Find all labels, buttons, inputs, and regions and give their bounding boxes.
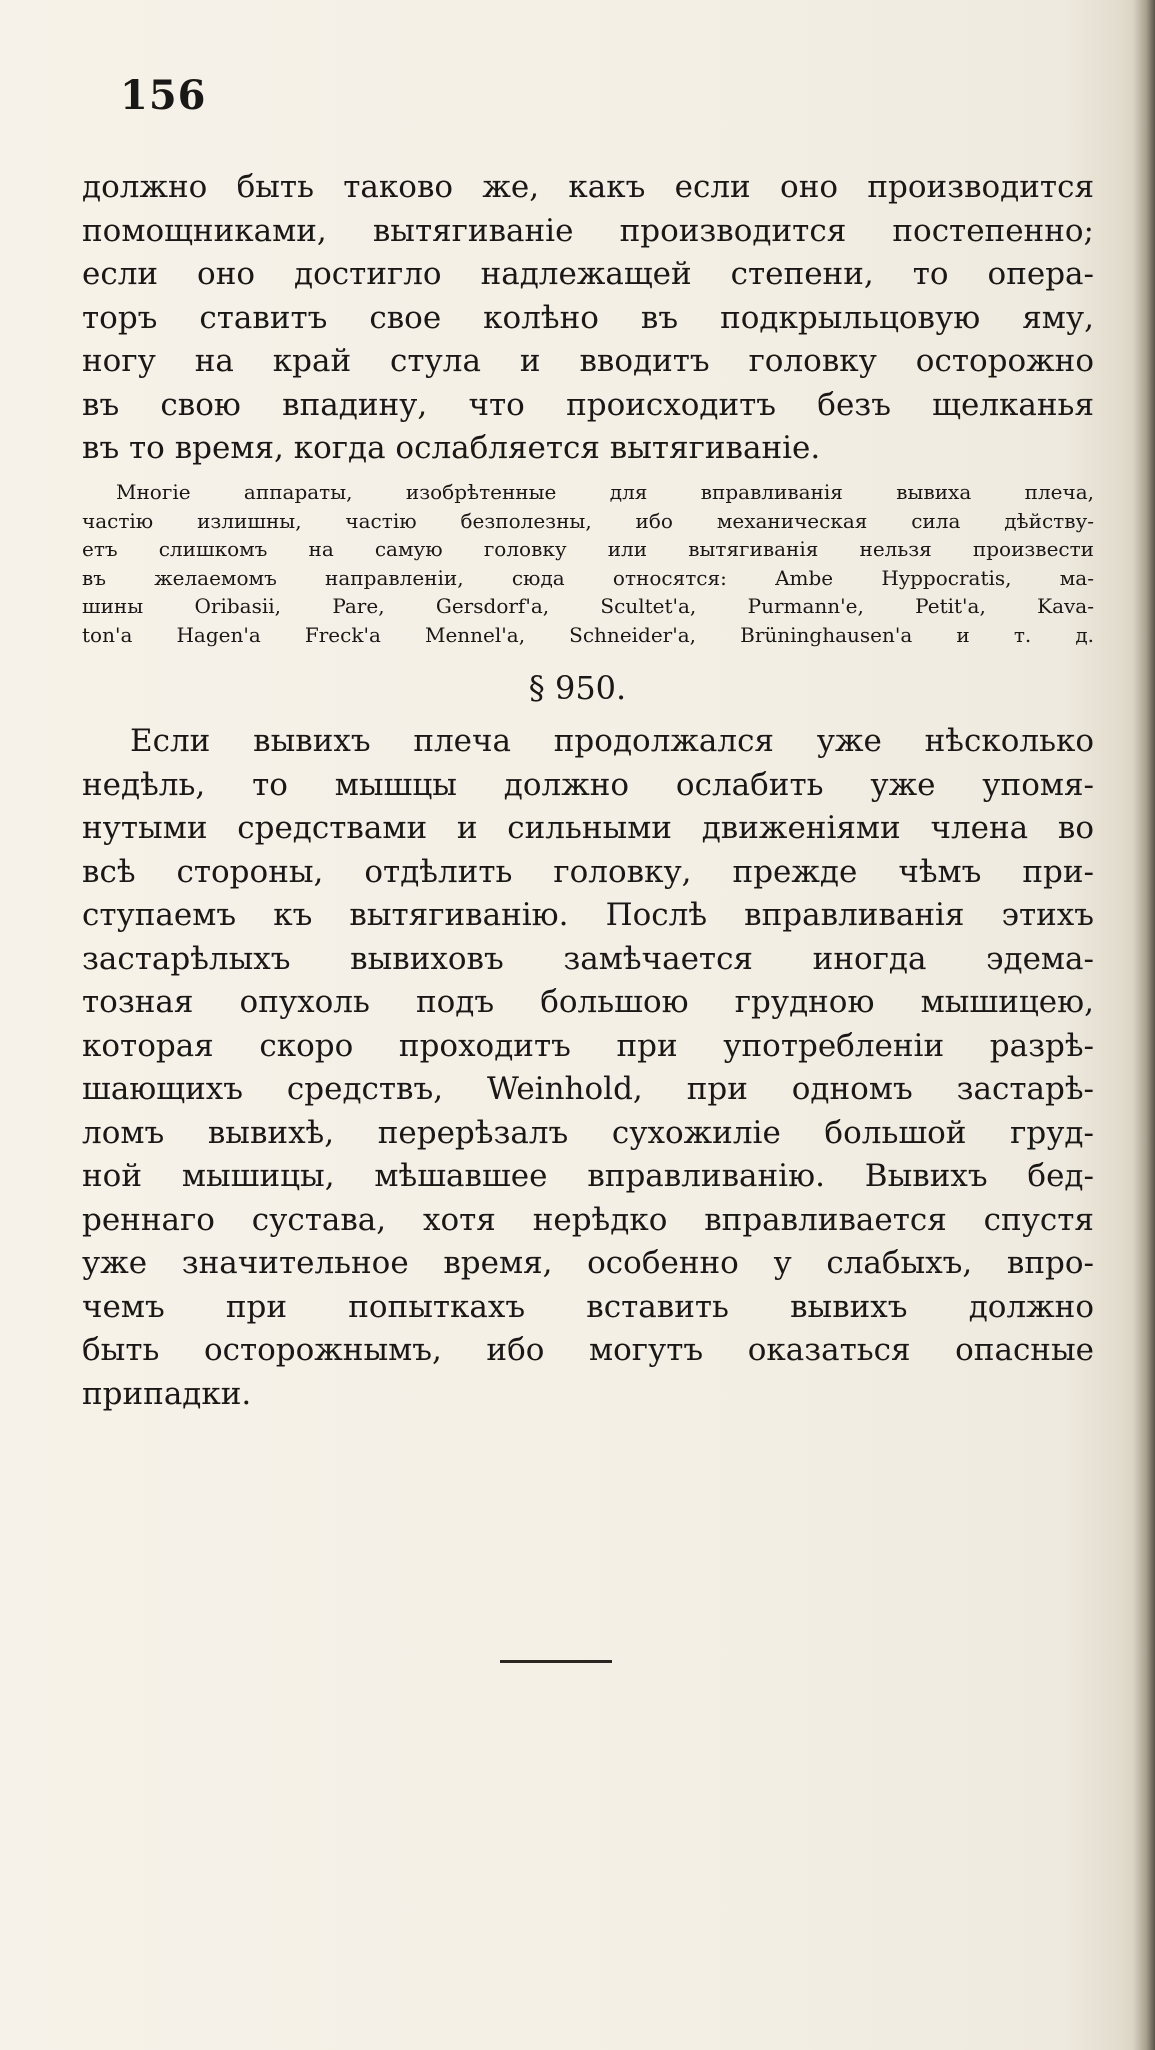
text-line: Если вывихъ плеча продолжался уже нѣсколько xyxy=(130,723,1094,759)
text-line: ногу на край стула и вводитъ головку осторожно xyxy=(82,343,1094,379)
text-line: въ то время, когда ослабляется вытягиваніе. xyxy=(82,430,821,466)
section-heading: § 950. xyxy=(528,669,627,707)
text-line: должно быть таково же, какъ если оно производится xyxy=(82,169,1094,205)
text-line: ступаемъ къ вытягиванію. Послѣ вправливанія этихъ xyxy=(82,897,1094,933)
text-line: припадки. xyxy=(82,1375,252,1412)
page-number: 156 xyxy=(120,72,207,119)
text-line: всѣ стороны, отдѣлить головку, прежде чѣмъ при- xyxy=(82,853,1094,890)
text-line: реннаго сустава, хотя нерѣдко вправливается спустя xyxy=(82,1201,1094,1238)
page-edge-shadow xyxy=(1133,0,1155,2050)
text-line: помощниками, вытягиваніе производится постепенно; xyxy=(82,212,1094,249)
text-line: нутыми средствами и сильными движеніями члена во xyxy=(82,810,1094,846)
footnote-line: ton'a Hagen'a Freck'a Mennel'a, Schneider'a, Brüninghausen'a и т. д. xyxy=(82,622,1094,647)
text-line: тозная опухоль подъ большою грудною мышицею, xyxy=(82,984,1094,1020)
paragraph-continued xyxy=(82,166,1094,471)
text-line: застарѣлыхъ вывиховъ замѣчается иногда эдема- xyxy=(82,940,1094,977)
footnote-line: въ желаемомъ направленіи, сюда относятся: Ambe Hyppocratis, ма- xyxy=(82,565,1094,590)
footnote-line: Многіе аппараты, изобрѣтенные для вправливанія вывиха плеча, xyxy=(116,480,1094,504)
text-line: недѣль, то мышцы должно ослабить уже упомя- xyxy=(82,766,1094,803)
footnote-line: етъ слишкомъ на самую головку или вытягиванія нельзя произвести xyxy=(82,537,1094,561)
end-rule-divider xyxy=(500,1660,612,1663)
text-line: въ свою впадину, что происходитъ безъ щелканья xyxy=(82,386,1094,423)
paragraph-main xyxy=(82,720,1094,1416)
footnote-line: частію излишны, частію безполезны, ибо механическая сила дѣйству- xyxy=(82,508,1094,533)
text-line: шающихъ средствъ, Weinhold, при одномъ застарѣ- xyxy=(82,1071,1094,1107)
text-line: если оно достигло надлежащей степени, то опера- xyxy=(82,256,1094,292)
footnote-line: шины Oribasii, Pare, Gersdorf'a, Scultet'a, Purmann'e, Petit'a, Kava- xyxy=(82,594,1094,618)
text-line: торъ ставитъ свое колѣно въ подкрыльцовую яму, xyxy=(82,299,1094,336)
text-line: быть осторожнымъ, ибо могутъ оказаться опасные xyxy=(82,1332,1094,1368)
text-line: уже значительное время, особенно у слабыхъ, впро- xyxy=(82,1245,1094,1281)
text-line: ломъ вывихѣ, перерѣзалъ сухожиліе большой груд- xyxy=(82,1114,1094,1151)
text-line: чемъ при попыткахъ вставить вывихъ должно xyxy=(82,1288,1094,1325)
text-line: ной мышицы, мѣшавшее вправливанію. Вывихъ бед- xyxy=(82,1158,1094,1194)
footnote-block xyxy=(82,478,1094,649)
text-line: которая скоро проходитъ при употребленіи разрѣ- xyxy=(82,1027,1094,1064)
